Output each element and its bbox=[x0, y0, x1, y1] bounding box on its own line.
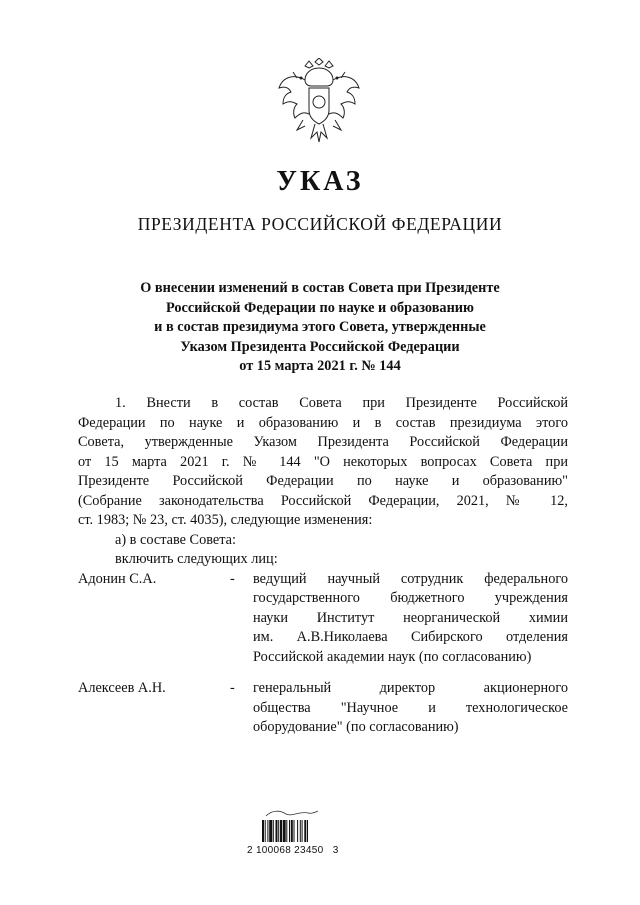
barcode-bar bbox=[273, 820, 274, 842]
entry-gap bbox=[78, 667, 568, 679]
subitem-a: а) в составе Совета: bbox=[115, 531, 236, 548]
barcode-bar bbox=[304, 820, 306, 842]
heading-line: Указом Президента Российской Федерации bbox=[180, 338, 460, 355]
heading-line: и в состав президиума этого Совета, утвержденные bbox=[154, 319, 486, 335]
heading-line: Российской Федерации по науке и образованию bbox=[166, 299, 474, 316]
description-line: Российской академии наук (по согласованию) bbox=[253, 648, 532, 665]
barcode-bar bbox=[286, 820, 287, 842]
include-persons-text: включить следующих лиц: bbox=[115, 551, 278, 567]
paragraph-line: ст. 1983; № 23, ст. 4035), следующие изменения: bbox=[78, 512, 373, 528]
barcode-bar bbox=[267, 820, 268, 842]
person-description bbox=[253, 679, 568, 738]
person-entry bbox=[78, 679, 568, 738]
description-line: генеральный директор акционерного bbox=[253, 680, 568, 696]
description-line: науки Институт неорганической химии bbox=[253, 609, 568, 626]
decree-heading bbox=[80, 279, 560, 377]
barcode-bar bbox=[297, 820, 298, 842]
person-description bbox=[253, 570, 568, 668]
description-line: общества "Научное и технологическое bbox=[253, 699, 568, 716]
barcode-bar bbox=[269, 820, 272, 842]
double-headed-eagle-emblem-icon bbox=[275, 58, 363, 148]
person-name: Адонин С.А. bbox=[78, 570, 157, 587]
person-entry bbox=[78, 570, 568, 668]
person-dash: - bbox=[230, 570, 235, 587]
barcode-bar bbox=[300, 820, 301, 842]
document-subtitle: ПРЕЗИДЕНТА РОССИЙСКОЙ ФЕДЕРАЦИИ bbox=[137, 214, 503, 234]
barcode-bar bbox=[283, 820, 286, 842]
barcode-bar bbox=[265, 820, 266, 842]
heading-line: от 15 марта 2021 г. № 144 bbox=[239, 358, 401, 374]
person-dash: - bbox=[230, 680, 235, 696]
barcode-bar bbox=[289, 820, 290, 842]
paragraph-line: Совета, утвержденные Указом Президента Российской Федерации bbox=[78, 434, 568, 450]
description-line: государственного бюджетного учреждения bbox=[253, 590, 568, 606]
barcode-bar bbox=[294, 820, 295, 842]
barcode-icon bbox=[262, 820, 322, 842]
decree-body bbox=[78, 394, 568, 738]
description-line: оборудование" (по согласованию) bbox=[253, 719, 459, 735]
description-line: ведущий научный сотрудник федерального bbox=[253, 570, 568, 587]
barcode-bar bbox=[291, 820, 293, 842]
barcode-bar bbox=[302, 820, 303, 842]
paragraph-line: Федерации по науке и образованию и в состав президиума этого bbox=[78, 414, 568, 431]
stamp-mark-icon bbox=[262, 808, 322, 818]
barcode-bar bbox=[262, 820, 264, 842]
description-line: им. А.В.Николаева Сибирского отделения bbox=[253, 629, 568, 645]
heading-line: О внесении изменений в состав Совета при Президенте bbox=[140, 280, 500, 296]
person-name: Алексеев А.Н. bbox=[78, 680, 166, 696]
barcode-bar bbox=[307, 820, 308, 842]
barcode-bar bbox=[276, 820, 278, 842]
paragraph-line: (Собрание законодательства Российской Федерации, 2021, № 12, bbox=[78, 492, 568, 509]
barcode-bar bbox=[278, 820, 279, 842]
barcode-bar bbox=[280, 820, 282, 842]
paragraph-line: 1. Внести в состав Совета при Президенте Российской bbox=[115, 395, 568, 411]
paragraph-line: Президенте Российской Федерации по науке и образованию" bbox=[78, 473, 568, 489]
paragraph-line: от 15 марта 2021 г. № 144 "О некоторых вопросах Совета при bbox=[78, 453, 568, 470]
document-title: УКАЗ bbox=[276, 166, 364, 197]
barcode-number: 2 100068 23450 3 bbox=[247, 845, 339, 856]
